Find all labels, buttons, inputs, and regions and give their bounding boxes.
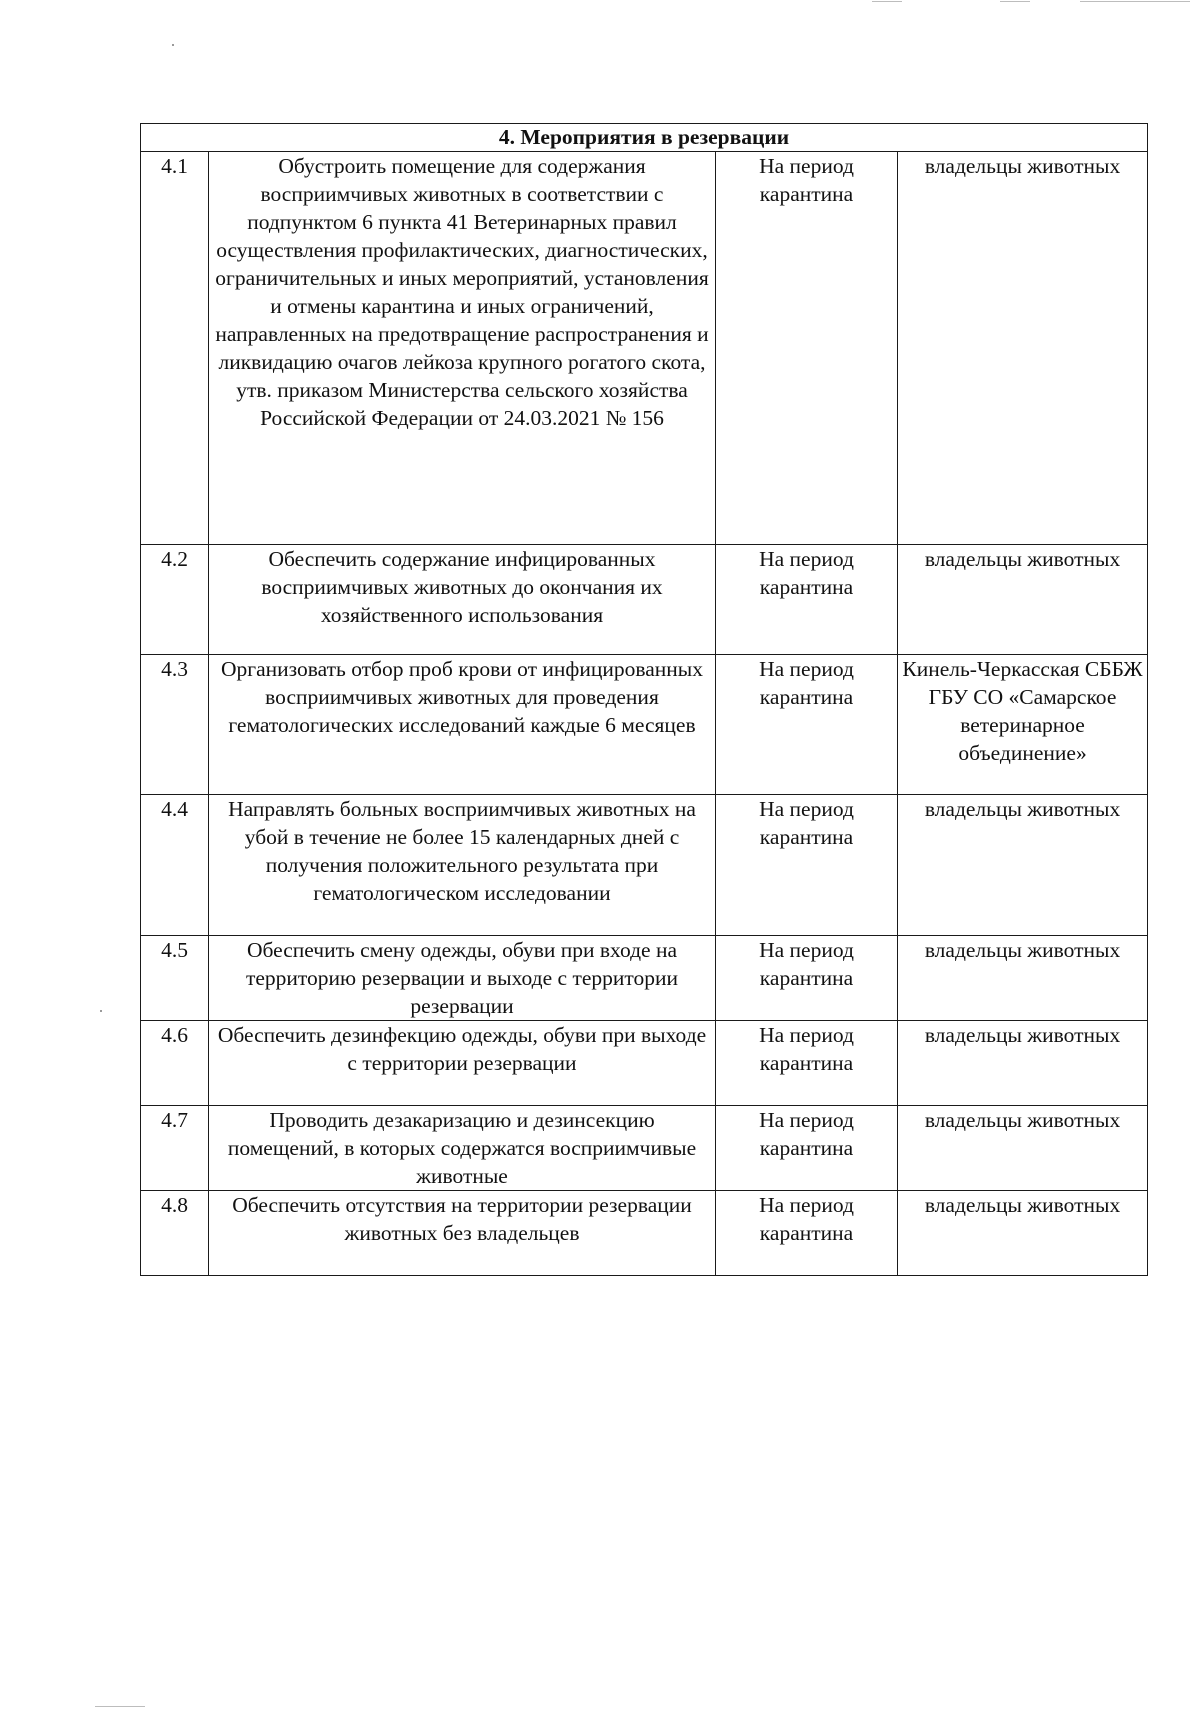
table-row bbox=[141, 545, 1148, 655]
row-number: 4.4 bbox=[141, 795, 209, 936]
term-line-1: На период bbox=[759, 797, 854, 821]
row-number: 4.6 bbox=[141, 1021, 209, 1106]
responsible-cell: владельцы животных bbox=[898, 795, 1148, 936]
scan-artifact-top-1 bbox=[872, 1, 902, 2]
responsible-cell: владельцы животных bbox=[898, 1021, 1148, 1106]
term-line-2: карантина bbox=[759, 825, 854, 849]
row-number: 4.5 bbox=[141, 936, 209, 1021]
row-number: 4.7 bbox=[141, 1106, 209, 1191]
measure-text: Обустроить помещение для содержания восприимчивых животных в соответствии с подпунктом 6 пункта 41 Ветеринарных правил осуществления профилактических, диагностических, ограничительных и иных мероприятий, установления и отмены карантина и иных ограничений, направленных на предотвращение распространения и ликвидацию очагов лейкоза крупного рогатого скота, утв. приказом Министерства сельского хозяйства Российской Федерации от 24.03.2021 № 156 bbox=[209, 152, 716, 545]
row-number: 4.2 bbox=[141, 545, 209, 655]
term-line-2: карантина bbox=[759, 1051, 854, 1075]
term-line-2: карантина bbox=[759, 966, 854, 990]
term-line-1: На период bbox=[759, 657, 854, 681]
scan-dot-2 bbox=[100, 1010, 102, 1012]
scan-dot-1 bbox=[172, 44, 174, 46]
row-number: 4.8 bbox=[141, 1191, 209, 1276]
measure-text: Обеспечить отсутствия на территории резервации животных без владельцев bbox=[209, 1191, 716, 1276]
responsible-cell: владельцы животных bbox=[898, 936, 1148, 1021]
scan-artifact-bottom bbox=[95, 1706, 145, 1707]
table-row bbox=[141, 152, 1148, 545]
term-line-1: На период bbox=[759, 1108, 854, 1132]
measure-text: Направлять больных восприимчивых животных на убой в течение не более 15 календарных дней с получения положительного результата при гематологическом исследовании bbox=[209, 795, 716, 936]
row-number: 4.1 bbox=[141, 152, 209, 545]
term-line-1: На период bbox=[759, 547, 854, 571]
measure-text: Обеспечить смену одежды, обуви при входе на территорию резервации и выходе с территории резервации bbox=[209, 936, 716, 1021]
term-line-1: На период bbox=[759, 938, 854, 962]
term-cell bbox=[716, 1021, 898, 1106]
term-line-2: карантина bbox=[759, 1136, 854, 1160]
term-line-2: карантина bbox=[759, 575, 854, 599]
responsible-cell: Кинель-Черкасская СББЖ ГБУ СО «Самарское ветеринарное объединение» bbox=[898, 655, 1148, 795]
scan-artifact-top-3 bbox=[1080, 1, 1190, 2]
scan-artifact-top-2 bbox=[1000, 1, 1030, 2]
term-cell bbox=[716, 936, 898, 1021]
term-cell bbox=[716, 1106, 898, 1191]
table-row bbox=[141, 795, 1148, 936]
table-row bbox=[141, 936, 1148, 1021]
section-header-row bbox=[141, 124, 1148, 152]
term-cell bbox=[716, 152, 898, 545]
term-line-2: карантина bbox=[759, 182, 854, 206]
responsible-cell: владельцы животных bbox=[898, 152, 1148, 545]
term-cell bbox=[716, 795, 898, 936]
term-cell bbox=[716, 1191, 898, 1276]
responsible-cell: владельцы животных bbox=[898, 1106, 1148, 1191]
section-title: 4. Мероприятия в резервации bbox=[141, 124, 1148, 152]
table-row bbox=[141, 1021, 1148, 1106]
responsible-cell: владельцы животных bbox=[898, 1191, 1148, 1276]
term-cell bbox=[716, 545, 898, 655]
measure-text: Обеспечить дезинфекцию одежды, обуви при выходе с территории резервации bbox=[209, 1021, 716, 1106]
term-line-1: На период bbox=[759, 1023, 854, 1047]
table-row bbox=[141, 655, 1148, 795]
responsible-cell: владельцы животных bbox=[898, 545, 1148, 655]
term-line-2: карантина bbox=[759, 685, 854, 709]
measure-text: Проводить дезакаризацию и дезинсекцию помещений, в которых содержатся восприимчивые животные bbox=[209, 1106, 716, 1191]
row-number: 4.3 bbox=[141, 655, 209, 795]
measure-text: Организовать отбор проб крови от инфицированных восприимчивых животных для проведения гематологических исследований каждые 6 месяцев bbox=[209, 655, 716, 795]
term-cell bbox=[716, 655, 898, 795]
term-line-2: карантина bbox=[759, 1221, 854, 1245]
term-line-1: На период bbox=[759, 1193, 854, 1217]
measure-text: Обеспечить содержание инфицированных восприимчивых животных до окончания их хозяйственного использования bbox=[209, 545, 716, 655]
term-line-1: На период bbox=[759, 154, 854, 178]
table-row bbox=[141, 1106, 1148, 1191]
measures-table bbox=[140, 123, 1148, 1276]
table-row bbox=[141, 1191, 1148, 1276]
